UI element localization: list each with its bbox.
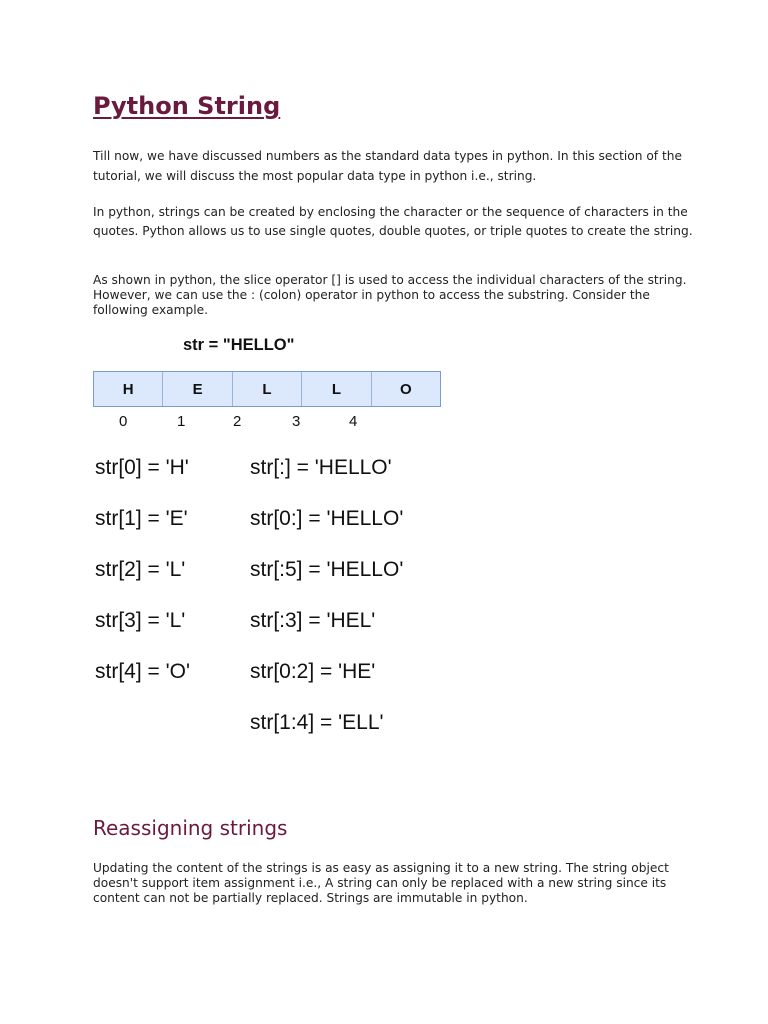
- index-expression: str[3] = 'L': [95, 609, 186, 632]
- char-cell: L: [302, 372, 371, 406]
- character-table: [93, 371, 441, 407]
- intro-paragraph: Till now, we have discussed numbers as the standard data types in python. In this section of the tutorial, we will discuss the most popular data type in python i.e., string.: [93, 149, 682, 183]
- index-label: 2: [233, 413, 242, 430]
- slice-expression: str[:5] = 'HELLO': [250, 558, 404, 581]
- slice-paragraph: As shown in python, the slice operator [] is used to access the individual characters of the string. However, we can use the : (colon) operator in python to access the substring. Consider the following example.: [93, 273, 687, 317]
- slice-expression: str[1:4] = 'ELL': [250, 711, 384, 734]
- page-title: Python String: [93, 92, 281, 120]
- reassign-paragraph: Updating the content of the strings is as easy as assigning it to a new string. The string object doesn't support item assignment i.e., A string can only be replaced with a new string since its content can not be partially replaced. Strings are immutable in python.: [93, 861, 669, 905]
- slice-expression: str[:] = 'HELLO': [250, 456, 392, 479]
- char-cell: E: [163, 372, 232, 406]
- slice-expression: str[:3] = 'HEL': [250, 609, 376, 632]
- char-cell: H: [94, 372, 163, 406]
- char-cell: L: [233, 372, 302, 406]
- quotes-paragraph: In python, strings can be created by enclosing the character or the sequence of characters in the quotes. Python allows us to use single quotes, double quotes, or triple quotes to create the string.: [93, 205, 693, 238]
- index-label: 1: [177, 413, 186, 430]
- index-expression: str[0] = 'H': [95, 456, 189, 479]
- index-label: 4: [349, 413, 358, 430]
- index-expression: str[4] = 'O': [95, 660, 190, 683]
- index-label: 3: [292, 413, 301, 430]
- index-label: 0: [119, 413, 128, 430]
- index-expression: str[2] = 'L': [95, 558, 186, 581]
- index-expression: str[1] = 'E': [95, 507, 188, 530]
- string-assignment: str = "HELLO": [183, 336, 295, 354]
- char-cell: O: [399, 380, 412, 398]
- section-heading: Reassigning strings: [93, 816, 288, 840]
- slice-expression: str[0:2] = 'HE': [250, 660, 376, 683]
- slice-expression: str[0:] = 'HELLO': [250, 507, 404, 530]
